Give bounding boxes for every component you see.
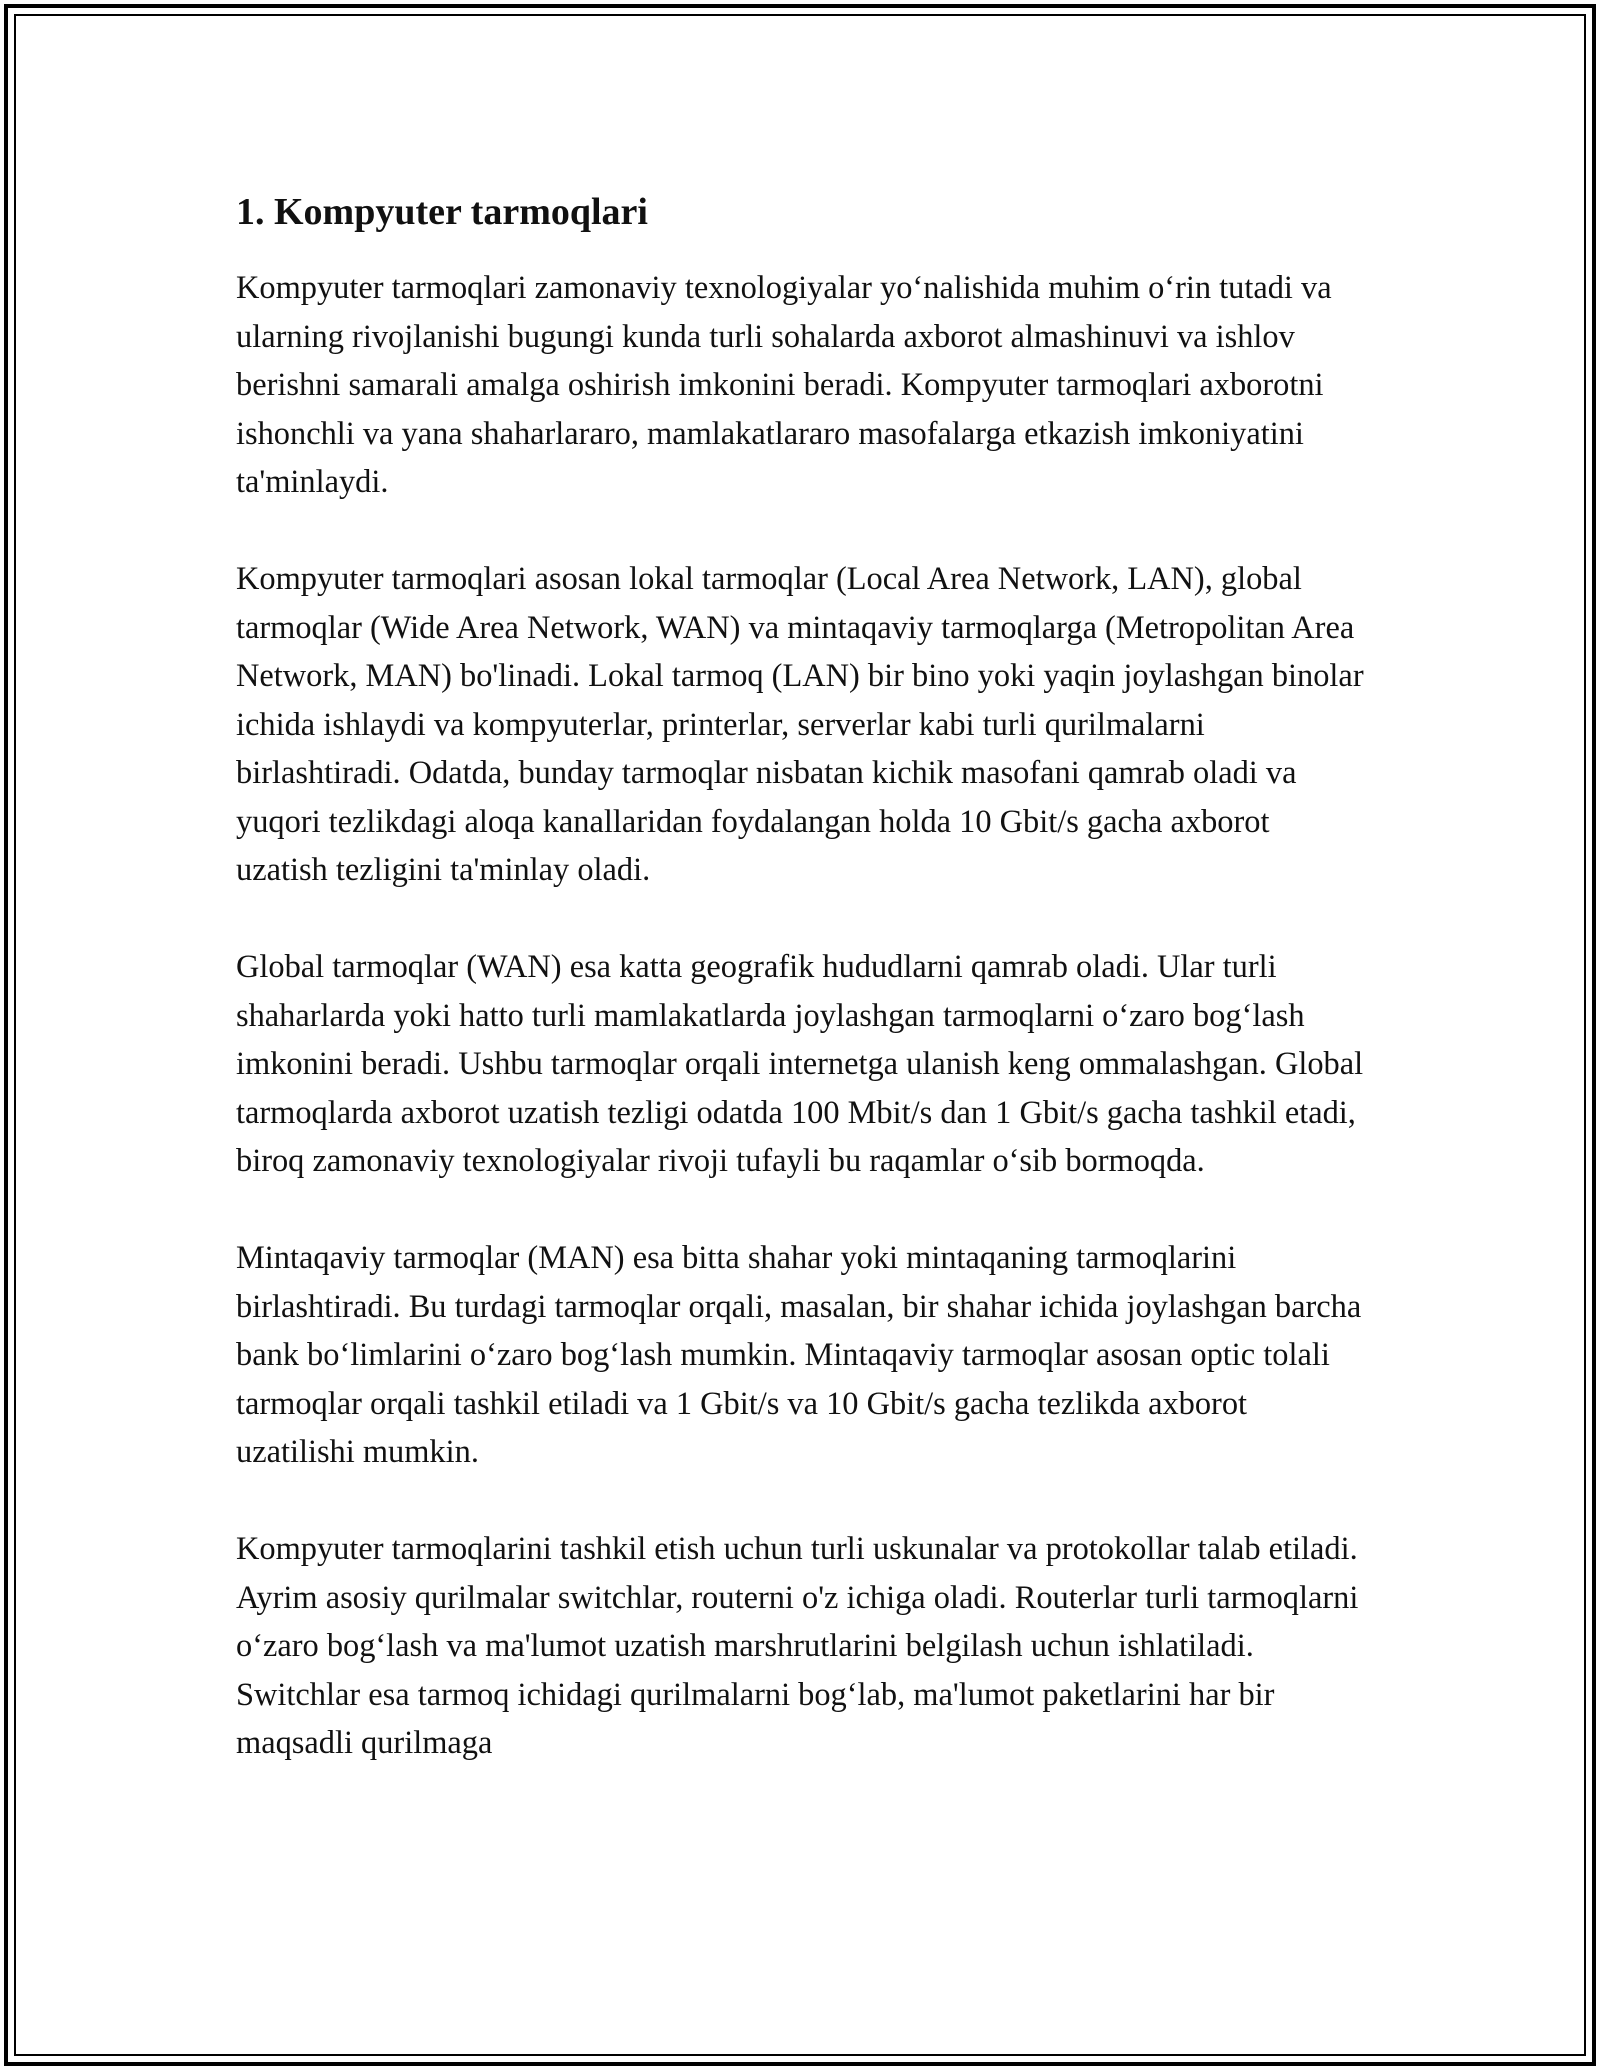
paragraph-man: Mintaqaviy tarmoqlar (MAN) esa bitta shahar yoki mintaqaning tarmoqlarini birlashtiradi. Bu turdagi tarmoqlar orqali, masalan, bir shahar ichida joylashgan barcha bank bo‘limlarini o‘zaro bog‘lash mumkin. Mintaqaviy tarmoqlar asosan optic tolali tarmoqlar orqali tashkil etiladi va 1 Gbit/s va 10 Gbit/s gacha tezlikda axborot uzatilishi mumkin.	[236, 1240, 1362, 1470]
paragraph-wan: Global tarmoqlar (WAN) esa katta geografik hududlarni qamrab oladi. Ular turli shaharlarda yoki hatto turli mamlakatlarda joylashgan tarmoqlarni o‘zaro bog‘lash imkonini beradi. Ushbu tarmoqlar orqali internetga ulanish keng ommalashgan. Global tarmoqlarda axborot uzatish tezligi odatda 100 Mbit/s dan 1 Gbit/s gacha tashkil etadi, biroq zamonaviy texnologiyalar rivoji tufayli bu raqamlar o‘sib bormoqda.	[236, 949, 1364, 1179]
paragraph-lan: Kompyuter tarmoqlari asosan lokal tarmoqlar (Local Area Network, LAN), global tarmoqlar (Wide Area Network, WAN) va mintaqaviy tarmoqlarga (Metropolitan Area Network, MAN) bo'linadi. Lokal tarmoq (LAN) bir bino yoki yaqin joylashgan binolar ichida ishlaydi va kompyuterlar, printerlar, serverlar kabi turli qurilmalarni birlashtiradi. Odatda, bunday tarmoqlar nisbatan kichik masofani qamrab oladi va yuqori tezlikdagi aloqa kanallaridan foydalangan holda 10 Gbit/s gacha axborot uzatish tezligini ta'minlay oladi.	[236, 561, 1364, 888]
document-body	[236, 186, 1366, 1816]
paragraph-equipment: Kompyuter tarmoqlarini tashkil etish uchun turli uskunalar va protokollar talab etiladi. Ayrim asosiy qurilmalar switchlar, routerni o'z ichiga oladi. Routerlar turli tarmoqlarni o‘zaro bog‘lash va ma'lumot uzatish marshrutlarini belgilash uchun ishlatiladi. Switchlar esa tarmoq ichidagi qurilmalarni bog‘lab, ma'lumot paketlarini har bir maqsadli qurilmaga	[236, 1531, 1359, 1761]
paragraph-intro: Kompyuter tarmoqlari zamonaviy texnologiyalar yo‘nalishida muhim o‘rin tutadi va ularning rivojlanishi bugungi kunda turli sohalarda axborot almashinuvi va ishlov berishni samarali amalga oshirish imkonini beradi. Kompyuter tarmoqlari axborotni ishonchli va yana shaharlararo, mamlakatlararo masofalarga etkazish imkoniyatini ta'minlaydi.	[236, 270, 1332, 500]
section-heading: 1. Kompyuter tarmoqlari	[236, 191, 648, 233]
